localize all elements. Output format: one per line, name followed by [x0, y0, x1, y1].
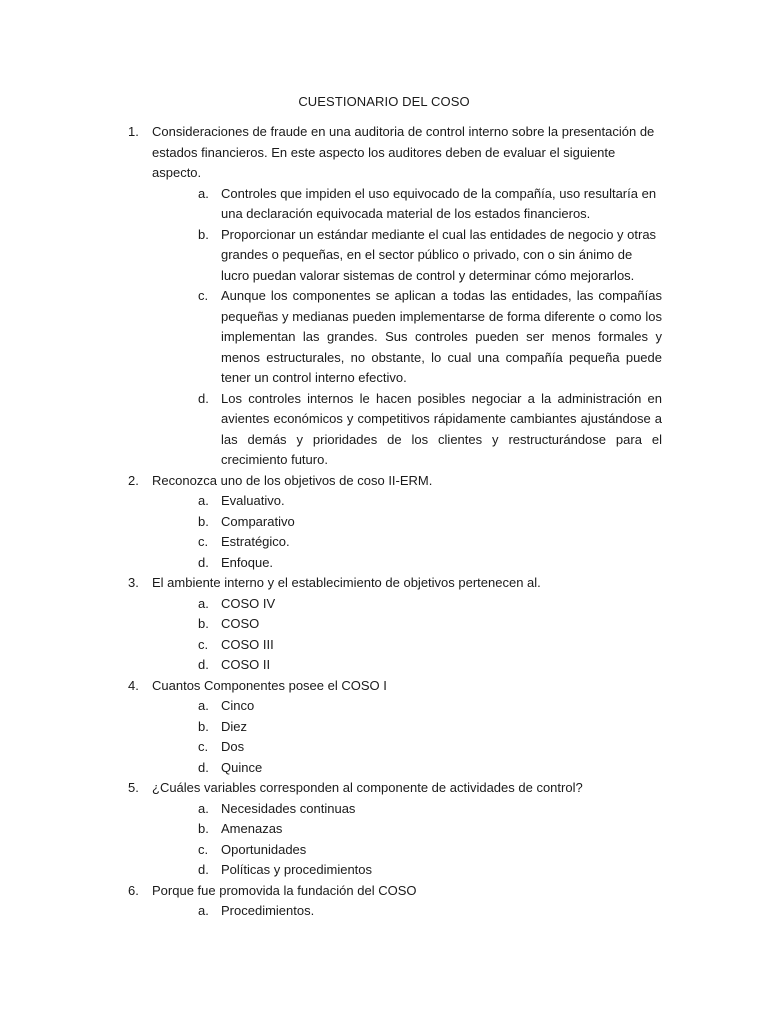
question-number: 5. — [128, 780, 139, 795]
option-letter: d. — [198, 862, 209, 877]
option-1d — [198, 389, 662, 471]
question-number: 3. — [128, 575, 139, 590]
question-list — [128, 122, 662, 922]
option-letter: a. — [198, 493, 209, 508]
option-list — [152, 184, 662, 471]
option-3d — [198, 655, 662, 676]
option-list — [152, 594, 662, 676]
option-text: Proporcionar un estándar mediante el cual las entidades de negocio y otras grandes o pequeñas, en el sector público o privado, con o sin ánimo de lucro puedan valorar sistemas de control y determinar cómo mejorarlos. — [221, 226, 657, 283]
option-letter: c. — [198, 739, 209, 754]
option-letter: c. — [198, 534, 209, 549]
option-letter: b. — [198, 226, 209, 242]
option-text: Quince — [221, 759, 263, 775]
option-letter: c. — [198, 841, 209, 857]
option-text: Aunque los componentes se aplican a todas las entidades, las compañías pequeñas y medianas pueden implementarse de forma diferente o como los implementan las grandes. Sus controles pueden ser menos formales y menos estructurales, no obstante, lo cual una compañía pequeña puede tener un control interno efectivo. — [221, 288, 662, 385]
option-4b — [198, 717, 662, 738]
question-text: Consideraciones de fraude en una auditoria de control interno sobre la presentación de estados financieros. En este aspecto los auditores deben de evaluar el siguiente aspecto. — [152, 124, 655, 180]
option-3a — [198, 594, 662, 615]
option-letter: d. — [198, 554, 209, 570]
option-letter: b. — [198, 821, 209, 836]
option-letter: d. — [198, 390, 209, 406]
option-text: Controles que impiden el uso equivocado de la compañía, uso resultaría en una declaración equivocada material de los estados financieros. — [221, 185, 657, 221]
option-4a — [198, 696, 662, 717]
option-text: Comparativo — [221, 513, 295, 529]
option-6a — [198, 901, 662, 922]
option-letter: b. — [198, 513, 209, 529]
option-letter: a. — [198, 800, 209, 816]
option-1a — [198, 184, 662, 225]
option-text: Oportunidades — [221, 841, 307, 857]
question-2 — [128, 471, 662, 574]
option-letter: c. — [198, 636, 209, 652]
option-text: Los controles internos le hacen posibles negociar a la administración en avientes económicos y competitivos rápidamente cambiantes ajustándose a las demás y prioridades de los clientes y restructurándose para el crecimiento futuro. — [221, 390, 662, 467]
option-list — [152, 799, 662, 881]
option-text: Amenazas — [221, 821, 283, 836]
option-5a — [198, 799, 662, 820]
option-letter: a. — [198, 698, 209, 713]
question-text: El ambiente interno y el establecimiento de objetivos pertenecen al. — [152, 575, 541, 590]
option-letter: d. — [198, 759, 209, 775]
question-3 — [128, 573, 662, 676]
option-letter: b. — [198, 616, 209, 631]
question-text: ¿Cuáles variables corresponden al componente de actividades de control? — [152, 780, 583, 795]
option-text: Cinco — [221, 698, 255, 713]
option-list — [152, 901, 662, 922]
option-text: COSO II — [221, 657, 271, 672]
question-5 — [128, 778, 662, 881]
option-3c — [198, 635, 662, 656]
question-number: 4. — [128, 677, 139, 693]
option-3b — [198, 614, 662, 635]
option-text: Procedimientos. — [221, 903, 315, 918]
question-text: Reconozca uno de los objetivos de coso II-ERM. — [152, 472, 433, 488]
option-2b — [198, 512, 662, 533]
option-text: COSO IV — [221, 595, 276, 611]
option-2a — [198, 491, 662, 512]
page-title: CUESTIONARIO DEL COSO — [298, 94, 470, 109]
option-5b — [198, 819, 662, 840]
option-text: Diez — [221, 718, 248, 734]
option-4c — [198, 737, 662, 758]
question-number: 2. — [128, 472, 139, 488]
question-text: Cuantos Componentes posee el COSO I — [152, 677, 387, 693]
option-2d — [198, 553, 662, 574]
question-number: 1. — [128, 124, 139, 139]
question-number: 6. — [128, 882, 139, 898]
option-list — [152, 696, 662, 778]
option-2c — [198, 532, 662, 553]
question-6 — [128, 881, 662, 922]
option-letter: d. — [198, 657, 209, 672]
question-4 — [128, 676, 662, 779]
option-5c — [198, 840, 662, 861]
option-letter: a. — [198, 903, 209, 918]
option-letter: c. — [198, 288, 209, 303]
option-5d — [198, 860, 662, 881]
option-1c — [198, 286, 662, 389]
option-text: Dos — [221, 739, 245, 754]
option-1b — [198, 225, 662, 287]
option-text: COSO III — [221, 636, 274, 652]
option-text: COSO — [221, 616, 260, 631]
option-text: Necesidades continuas — [221, 800, 356, 816]
option-text: Enfoque. — [221, 554, 274, 570]
option-list — [152, 491, 662, 573]
option-letter: b. — [198, 718, 209, 734]
option-text: Estratégico. — [221, 534, 290, 549]
question-text: Porque fue promovida la fundación del COSO — [152, 882, 417, 898]
option-text: Evaluativo. — [221, 493, 285, 508]
option-letter: a. — [198, 595, 209, 611]
option-4d — [198, 758, 662, 779]
option-letter: a. — [198, 185, 209, 201]
question-1 — [128, 122, 662, 471]
option-text: Políticas y procedimientos — [221, 862, 373, 877]
